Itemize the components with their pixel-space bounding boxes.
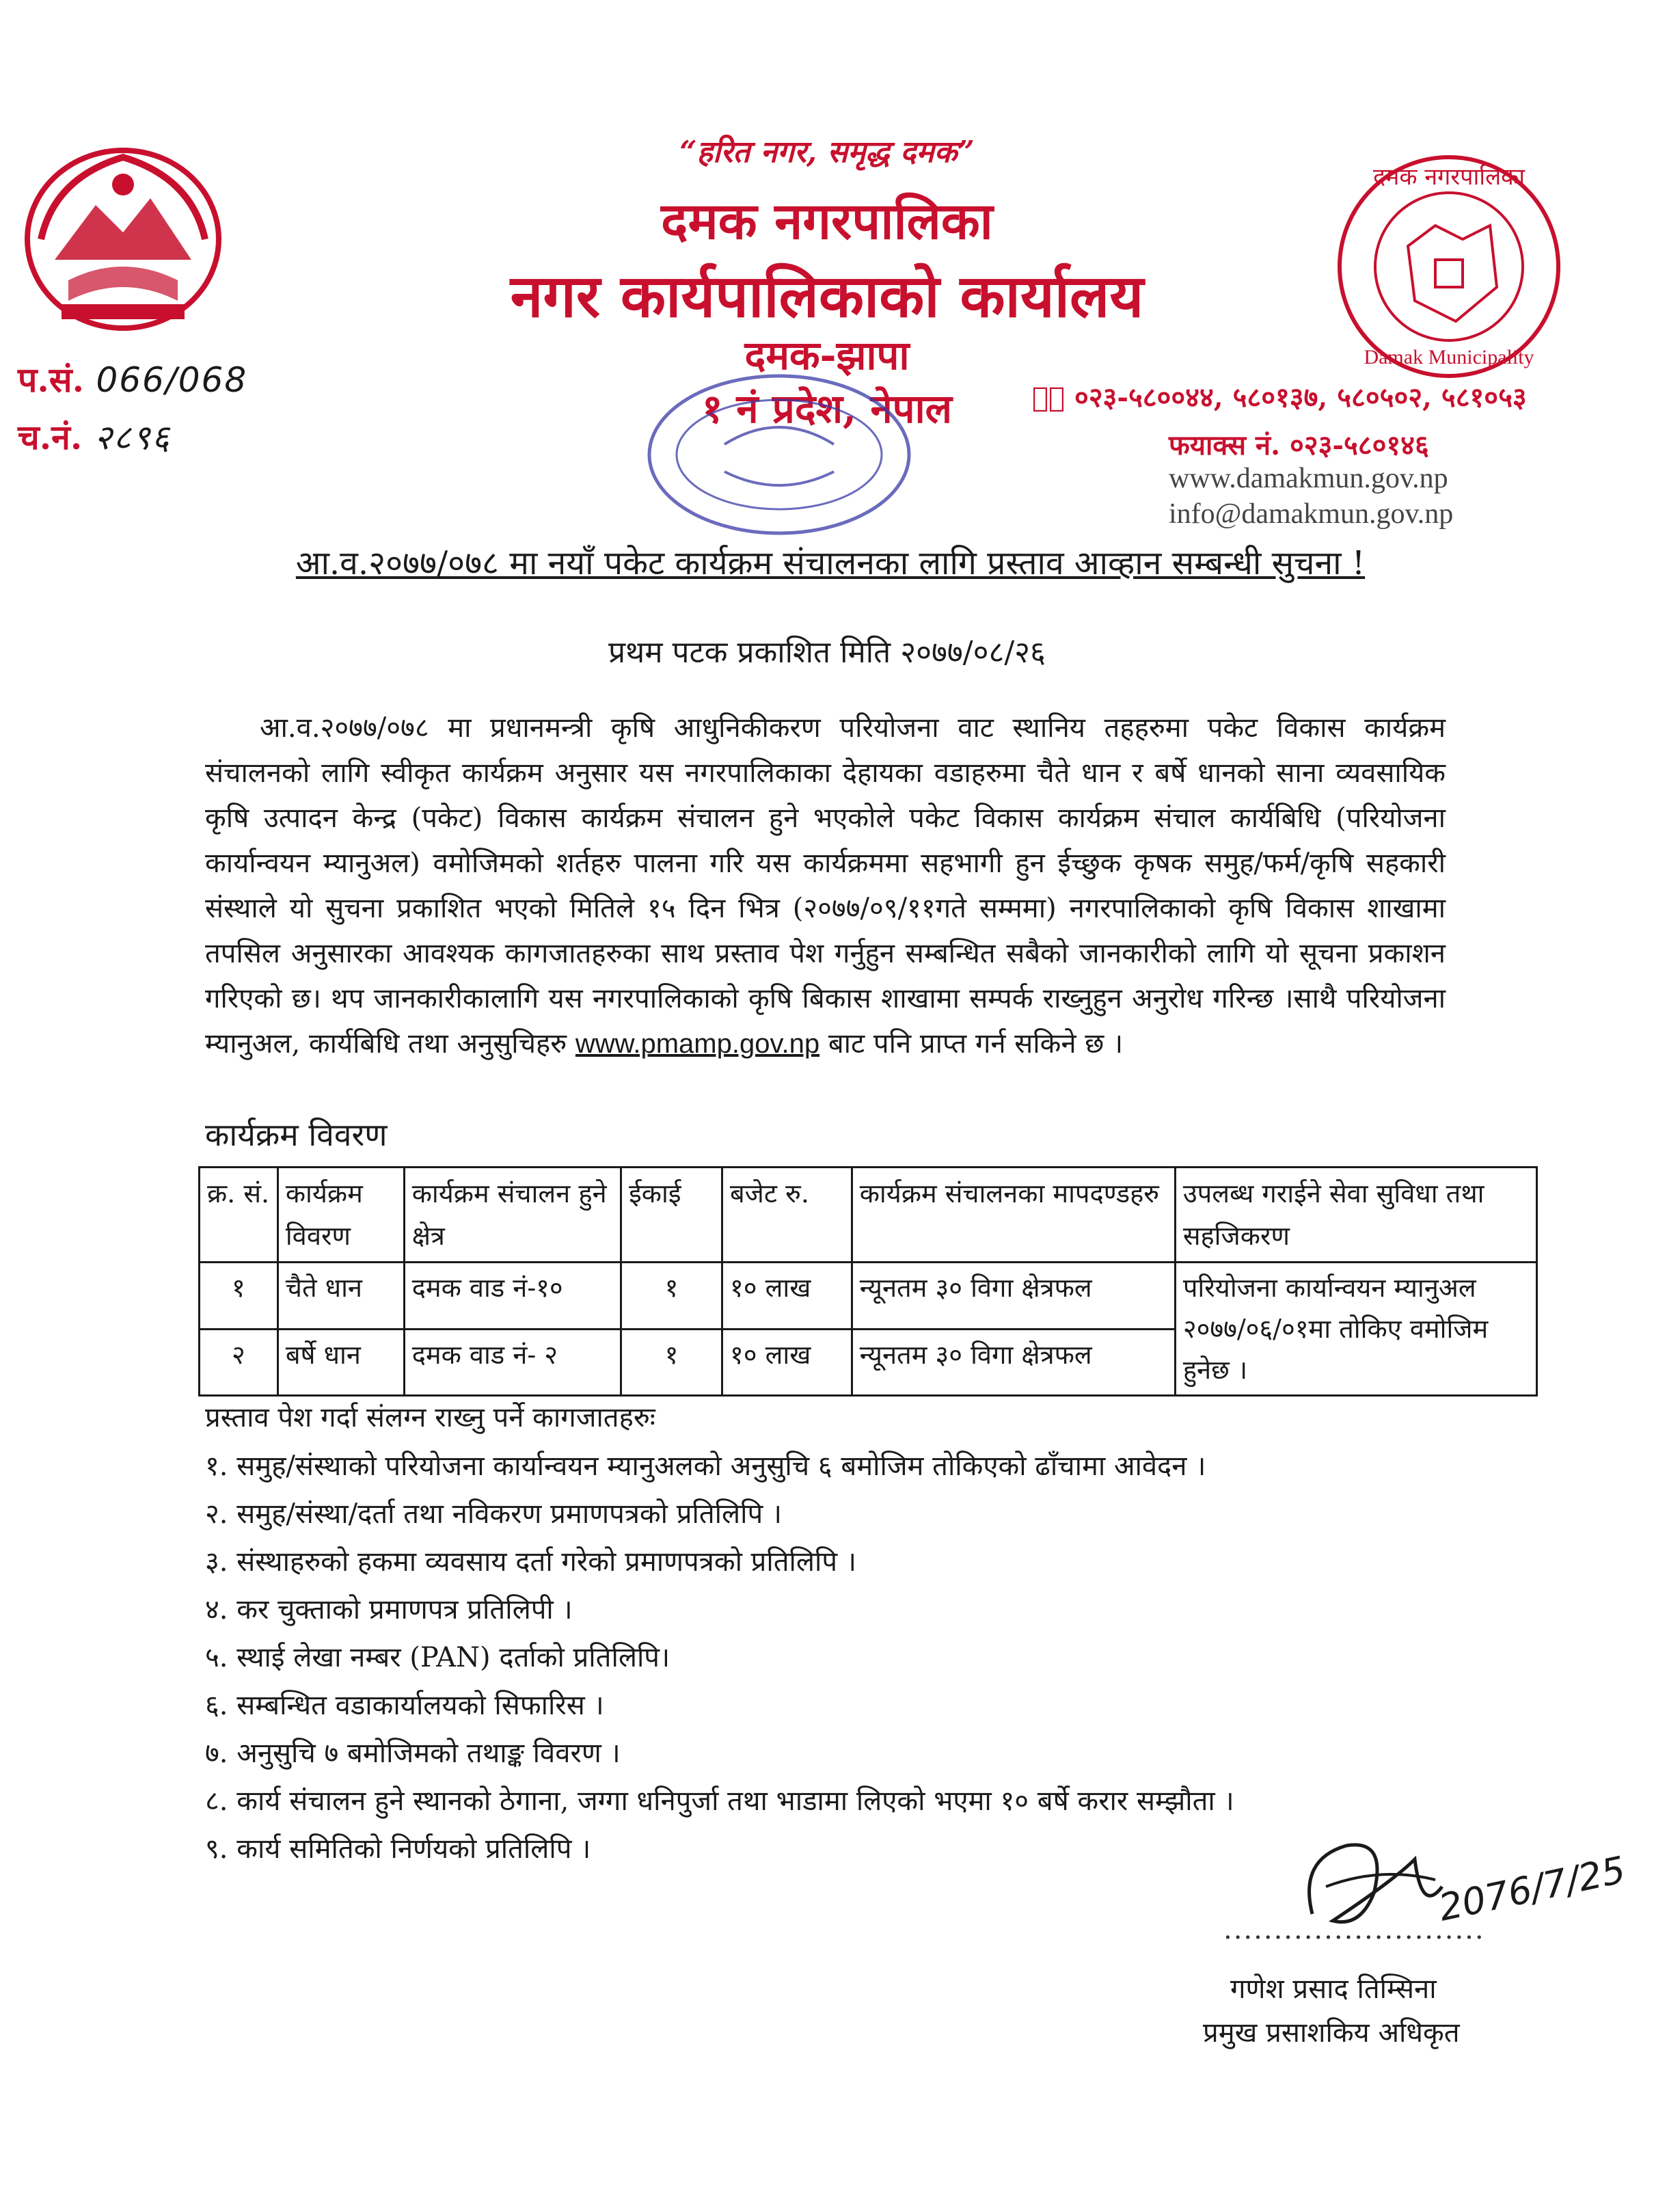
dispatch-number	[18, 413, 171, 459]
office-stamp	[642, 369, 916, 540]
list-item: ६. सम्बन्धित वडाकार्यालयको सिफारिस ।	[205, 1690, 604, 1721]
cell-services: परियोजना कार्यान्वयन म्यानुअल २०७७/०६/०१मा तोकिए वमोजिम हुनेछ ।	[1175, 1263, 1536, 1396]
fax-number: फयाक्स नं. ०२३-५८०१४६	[1169, 429, 1429, 461]
cell-criteria: न्यूनतम ३० विगा क्षेत्रफल	[852, 1263, 1175, 1330]
header-program: कार्यक्रम विवरण	[277, 1168, 404, 1263]
email: info@damakmun.gov.np	[1169, 498, 1454, 530]
municipality-name: दमक नगरपालिका	[661, 192, 993, 251]
publish-date: प्रथम पटक प्रकाशित मिति २०७७/०८/२६	[608, 635, 1046, 670]
table-header-row	[200, 1168, 1537, 1263]
cell-budget: १० लाख	[722, 1263, 852, 1330]
cell-sn: १	[200, 1263, 278, 1330]
signatory-title: प्रमुख प्रसाशकिय अधिकृत	[1203, 2017, 1460, 2049]
cell-program: चैते धान	[277, 1263, 404, 1330]
dispatch-value: २८९६	[94, 418, 171, 457]
list-item: ७. अनुसुचि ७ बमोजिमको तथाङ्क विवरण ।	[205, 1738, 621, 1769]
office-location: दमक-झापा	[744, 332, 910, 379]
office-province: १ नं प्रदेश, नेपाल	[702, 386, 952, 432]
header-services: उपलब्ध गराईने सेवा सुविधा तथा सहजिकरण	[1175, 1168, 1536, 1263]
website: www.damakmun.gov.np	[1169, 463, 1448, 494]
cell-program: बर्षे धान	[277, 1329, 404, 1396]
signatory-name: गणेश प्रसाद तिम्सिना	[1230, 1973, 1437, 2005]
notice-subject: आ.व.२०७७/०७८ मा नयाँ पकेट कार्यक्रम संचालनका लागि प्रस्ताव आव्हान सम्बन्धी सुचना !	[295, 544, 1366, 582]
program-section-title: कार्यक्रम विवरण	[205, 1116, 388, 1153]
pmamp-link[interactable]: www.pmamp.gov.np	[575, 1029, 820, 1059]
ref-label: प.सं.	[18, 360, 85, 400]
phone-icon: ☎	[1032, 381, 1066, 414]
phone-numbers	[1032, 377, 1527, 415]
cell-unit: १	[621, 1329, 722, 1396]
dispatch-label: च.नं.	[18, 417, 83, 457]
seal-text-nepali: दमक नगरपालिका	[1372, 163, 1526, 191]
cell-area: दमक वाड नं- २	[404, 1329, 621, 1396]
header-criteria: कार्यक्रम संचालनका मापदण्डहरु	[852, 1168, 1175, 1263]
cell-criteria: न्यूनतम ३० विगा क्षेत्रफल	[852, 1329, 1175, 1396]
ref-value: 066/068	[96, 360, 248, 400]
list-item: ९. कार्य समितिको निर्णयको प्रतिलिपि ।	[205, 1833, 591, 1865]
cell-unit: १	[621, 1263, 722, 1330]
cell-area: दमक वाड नं-१०	[404, 1263, 621, 1330]
list-item: ५. स्थाई लेखा नम्बर (PAN) दर्ताको प्रतिलिपि।	[205, 1642, 670, 1673]
header-budget: बजेट रु.	[722, 1168, 852, 1263]
list-item: ८. कार्य संचालन हुने स्थानको ठेगाना, जग्गा धनिपुर्जा तथा भाडामा लिएको भएमा १० बर्षे करार सम्झौता ।	[205, 1785, 1234, 1817]
slogan: “हरित नगर, समृद्ध दमक”	[679, 135, 975, 170]
list-item: ४. कर चुक्ताको प्रमाणपत्र प्रतिलिपी ।	[205, 1594, 573, 1626]
body-text-part2: बाट पनि प्राप्त गर्न सकिने छ ।	[828, 1028, 1124, 1060]
cell-sn: २	[200, 1329, 278, 1396]
notice-body	[205, 705, 1446, 1066]
body-text-part1: आ.व.२०७७/०७८ मा प्रधानमन्त्री कृषि आधुनिकीकरण परियोजना वाट स्थानिय तहहरुमा पकेट विकास कार्यक्रम संचालनको लागि स्वीकृत कार्यक्रम अनुसार यस नगरपालिकाका देहायका वडाहरुमा चैते धान र बर्षे धानको साना व्यवसायिक कृषि उत्पादन केन्द्र (पकेट) विकास कार्यक्रम संचालन हुने भएकोले पकेट विकास कार्यक्रम संचाल कार्यबिधि (परियोजना कार्यान्वयन म्यानुअल) वमोजिमको शर्तहरु पालना गरि यस कार्यक्रममा सहभागी हुन ईच्छुक कृषक समुह/फर्म/कृषि सहकारी संस्थाले यो सुचना प्रकाशित भएको मितिले १५ दिन भित्र (२०७७/०९/११गते सम्ममा) नगरपालिकाको कृषि विकास शाखामा तपसिल अनुसारका आवश्यक कागजातहरुका साथ प्रस्ताव पेश गर्नुहुन सम्बन्धित सबैको जानकारीको लागि यो सूचना प्रकाशन गरिएको छ। थप जानकारीकालागि यस नगरपालिकाको कृषि बिकास शाखामा सम्पर्क राख्नुहुन अनुरोध गरिन्छ ।साथै परियोजना म्यानुअल, कार्यबिधि तथा अनुसुचिहरु	[205, 712, 1446, 1060]
program-table	[198, 1166, 1538, 1397]
header-unit: ईकाई	[621, 1168, 722, 1263]
cell-budget: १० लाख	[722, 1329, 852, 1396]
header-sn: क्र. सं.	[200, 1168, 278, 1263]
header-area: कार्यक्रम संचालन हुने क्षेत्र	[404, 1168, 621, 1263]
signature-line: ..........................	[1223, 1914, 1485, 1945]
phone-text: ः ०२३-५८००४४, ५८०१३७, ५८०५०२, ५८१०५३	[1065, 381, 1527, 414]
documents-list	[205, 1442, 1234, 1873]
reference-number	[18, 355, 247, 402]
list-item: २. समुह/संस्था/दर्ता तथा नविकरण प्रमाणपत्रको प्रतिलिपि ।	[205, 1498, 783, 1530]
office-name: नगर कार्यपालिकाको कार्यालय	[510, 262, 1144, 331]
signature-date: 2076/7/25	[1435, 1848, 1629, 1930]
table-row	[200, 1263, 1537, 1330]
list-item: ३. संस्थाहरुको हकमा व्यवसाय दर्ता गरेको प्रमाणपत्रको प्रतिलिपि ।	[205, 1546, 856, 1578]
list-item: १. समुह/संस्थाको परियोजना कार्यान्वयन म्यानुअलको अनुसुचि ६ बमोजिम तोकिएको ढाँचामा आवेदन ।	[205, 1451, 1206, 1482]
seal-text-english: Damak Municipality	[1364, 346, 1534, 368]
documents-title: प्रस्ताव पेश गर्दा संलग्न राख्नु पर्ने कागजातहरुः	[205, 1402, 655, 1433]
